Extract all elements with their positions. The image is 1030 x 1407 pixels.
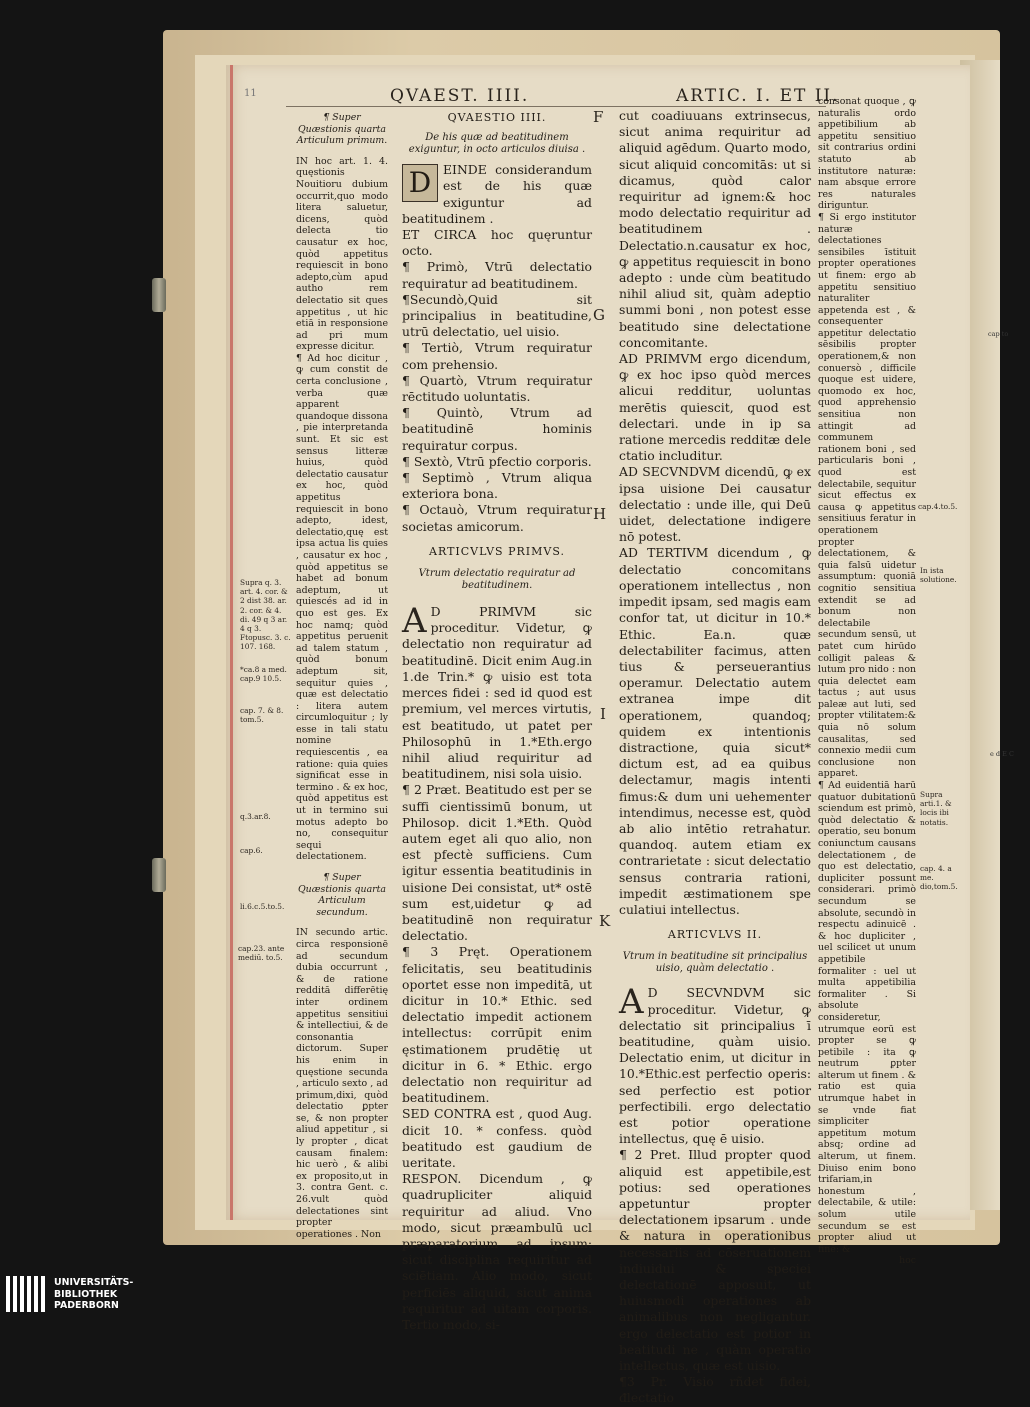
article-paragraph: ¶ 2 Pret. Illud propter quod aliquid est appetibile,est potius: sed operationes appetuntur propter delectationem ipsarum . unde & natura in operationibus necessariis ad cōseruationem indiuidui & speciei delectationē apposuit, ut huiusmodi operationes ab animalibus non negligantur. ergo delectatio est potior in beatitudi ne , quàm operatio intellectus, quæ est uisio. (619, 1147, 811, 1374)
question-item: ¶ Quintò, Vtrum ad beatitudinē hominis requiratur corpus. (402, 405, 592, 453)
commentary-paragraph: consonat quoque , ꝙ naturalis ordo appetibilium ab appetitu sensitiuo sit contrarius ordini statuto ab institutore naturæ: nam absque errore res naturales diriguntur. (818, 96, 916, 212)
side-note: cap.4.to.5. (918, 502, 958, 511)
clasp-icon (152, 278, 166, 312)
article-title: Vtrum in beatitudine sit principalius uisio, quàm delectatio . (622, 951, 808, 975)
article-paragraph: AD PRIMVM ergo dicendum, ꝙ ex hoc ipso quòd merces alicui redditur, uoluntas merētis quiescit, quod est delectari. unde in ip sa ratione mercedis redditæ dele ctatio includitur. (619, 351, 811, 464)
margin-letter: H (593, 505, 607, 523)
article-title: Vtrum delectatio requiratur ad beatitudinem. (418, 568, 576, 592)
quaestio-title: QVAESTIO IIII. (447, 111, 547, 124)
article-heading: ARTICVLVS II. (667, 928, 763, 942)
question-item: ¶ Primò, Vtrū delectatio requiratur ad beatitudinem. (402, 259, 592, 291)
article-paragraph: D SECVNDVM sic proceditur. Videtur, ꝙ delectatio sit principalius ī beatitudine, quàm uisio. Delectatio enim, ut dicitur in 10.*Ethic.est perfectio operis: sed perfectio est potior perfectibili. ergo delectatio est potior operatione intellectus, quę ē uisio. (619, 985, 811, 1147)
margin-letter: F (593, 108, 604, 126)
page-red-edge (230, 65, 233, 1220)
drop-initial: A (619, 982, 644, 1023)
article-paragraph: ¶ 3 Pręt. Operationem felicitatis, seu beatitudinis oportet esse non impeditā, ut dicitur in 10.* Ethic. sed delectatio impedit actionem intellectus: corrūpit enim ęstimationem prudētię ut dicitur in 6. * Ethic. ergo delectatio non requiritur ad beatitudinem. (402, 944, 592, 1106)
article-paragraph: AD SECVNDVM dicendū, ꝙ ex ipsa uisione Dei causatur delectatio : unde ille, qui Deū uidet, delectatione indigere nō potest. (619, 464, 811, 545)
side-note: cap.6. (240, 846, 263, 855)
commentary-heading: ¶ Super Quæstionis quarta Articulum primum. (296, 112, 388, 147)
question-item: ¶Secundò,Quid sit principalius in beatitudine, utrū delectatio, uel uisio. (402, 291, 592, 340)
commentary-paragraph: ¶ Si ergo institutor naturæ delectationes sensibiles īstituit propter operationes ut finem: ergo ab appetitu sensitiuo naturaliter appetenda est , & consequenter appetitur delectatio sēsibilis propter operationem,& non conuersò , difficile quoque est uidere, quomodo ex hoc, quod apprehensio sensitiua non attingit ad communem rationem boni , sed particularis boni , quod est delectabile, sequitur sicut effectus ex causa ꝙ appetitus sensitiuus feratur in operationem propter delectationem, & quia falsū uidetur assumptum: quoniā cognitio sensitiua extendit se ad bonum non delectabile secundum sensū, ut patet cum hirūdo colligit paleas & lutum pro nido : non quia delectet eam tactus ; aut usus paleæ aut luti, sed propter vtilitatem:& quia nō solum causalitas, sed connexio medii cum conclusione non apparet. (818, 211, 916, 780)
circa-line: ET CIRCA hoc quęruntur octo. (402, 227, 592, 259)
side-note: li.6.c.5.to.5. (240, 902, 285, 911)
side-note: Supra arti.1. & locis ibi notatis. (920, 790, 952, 827)
catchword: hoc (899, 1255, 916, 1267)
sed-contra-paragraph: SED CONTRA est , quod Aug. dicit 10. * confess. quòd beatitudo est gaudium de ueritate. (402, 1106, 592, 1170)
side-note: In ista solutione. (920, 566, 957, 585)
drop-initial: A (402, 601, 427, 642)
margin-letter: I (600, 705, 606, 723)
commentary-paragraph: IN hoc art. 1. 4. quęstionis Nouitioru dubium occurrit,quo modo litera saluetur, dicens, quòd delecta tio causatur ex hoc, quòd appetitus requiescit in bono adepto,cùm apud autho rem delectatio sit ques appetitus , ut hic etiā in responsione ad pri mum expresse dicitur. (296, 155, 388, 353)
commentary-column-right (818, 96, 916, 1267)
logo-line: UNIVERSITÄTS- (54, 1277, 134, 1288)
article-paragraph: ¶3 Pr. Visio rñdet fidei, đlectatio (619, 1374, 811, 1406)
article-paragraph: ¶ 2 Præt. Beatitudo est per se suffi cientissimū bonum, ut Philosop. dicit 1.*Eth. Quòd autem eget ali quo alio, non est pfectè sufficiens. Cum igitur essentia beatitudinis in uisione Dei consistat, ut* ostē sum est,uidetur ꝙ ad beatitudinē non requiratur delectatio. (402, 782, 592, 944)
side-note: Supra q. 3. art. 4. cor. & 2 dist 38. ar. 2. cor. & 4. di. 49 q 3 ar. 4 q 3. Ftopusc. 3. c. 107. 168. (240, 578, 291, 652)
side-note: *ca.8 a med. cap.9 10.5. (240, 665, 287, 684)
running-head-right: ARTIC. I. ET II. (676, 86, 840, 106)
question-item: ¶ Septimò , Vtrum aliqua exteriora bona. (402, 470, 592, 502)
side-note: q.3.ar.8. (240, 812, 271, 821)
commentary-paragraph: ¶ Ad hoc dicitur , ꝙ cum constit de certa conclusione , verba quæ apparent quandoque dissona , pie interpretanda sunt. Et sic est sensus litteræ huius, quòd delectatio causatur ex hoc, quòd appetitus requiescit in bono adepto, idest, delectatio,quę est ipsa actua lis quies , causatur ex hoc , quòd appetitus se habet ad bonum adeptum, ut quiescés ad id in quo est ges. Ex hoc namq; quòd appetitus peruenit ad talem statum , quòd bonum adeptum sit, sequitur quies , quæ est delectatio : litera autem circumloquitur ; ly esse in tali statu nomine requiescentis , ea ratione: quia quies significat esse in termino . & ex hoc, quòd appetitus est ut in termino sui motus adepto bo no, consequitur sequi delectationem. (296, 352, 388, 863)
side-note: cap.23. ante mediū. to.5. (238, 944, 285, 963)
folio-number: 11 (244, 88, 257, 99)
library-logo-icon (6, 1276, 48, 1312)
head-rule (286, 106, 826, 107)
facing-page-note: e d E C (990, 750, 1014, 758)
intro-text: EINDE considerandum est de his quæ exiguntur ad beatitudinem . (402, 162, 592, 226)
logo-line: BIBLIOTHEK (54, 1288, 118, 1300)
question-item: ¶ Quartò, Vtrum requiratur rēctitudo uoluntatis. (402, 372, 592, 405)
commentary-column-left (296, 112, 388, 1240)
article-paragraph: cut coadiuuans extrinsecus, sicut anima requiritur ad aliquid agēdum. Quarto modo, sicut aliquid concomitās: ut si dicamus, quòd calor requiritur ad ignem:& hoc modo delectatio requiritur ad beatitudinem . Delectatio.n.causatur ex hoc, ꝙ appetitus requiescit in bono adepto : unde cùm beatitudo nihil aliud sit, quàm adeptio summi boni , non potest esse beatitudo sine delectatione concomitante. (619, 108, 811, 350)
respondeo-paragraph: RESPON. Dicendum , ꝙ quadrupliciter aliquid requiritur ad aliud. Vno modo, sicut præambulū ucl præparatorium ad ipsum: sicut disciplina requiritur ad sciētiam. Alio modo, sicut perficiēs aliquid, sicut anima requiritur ad uitam corporis. Tertio modo, si- (402, 1171, 592, 1333)
running-head-left: QVAEST. IIII. (390, 86, 530, 106)
library-logo (6, 1276, 136, 1312)
question-item: ¶ Tertiò, Vtrum requiratur com prehensio. (402, 340, 592, 372)
text-column-main (619, 108, 811, 1407)
quaestio-subtitle: De his quæ ad beatitudinem exiguntur, in octo articulos diuisa . (408, 132, 586, 156)
question-item: ¶ Sextò, Vtrū pfectio corporis. (402, 453, 592, 469)
article-paragraph: D PRIMVM sic proceditur. Videtur, ꝙ delectatio non requiratur ad beatitudinē. Dicit enim Aug.in 1.de Trin.* ꝙ uisio est tota merces fidei : sed id quod est premium, vel merces virtutis, est beatitudo, ut patet per Philosophū in 1.*Eth.ergo nihil aliud requiritur ad beatitudinem, nisi sola uisio. (402, 604, 592, 782)
question-item: ¶ Octauò, Vtrum requiratur societas amicorum. (402, 502, 592, 534)
decorated-initial: D (402, 164, 438, 202)
side-note: cap. 7. & 8. tom.5. (240, 706, 284, 725)
clasp-icon (152, 858, 166, 892)
margin-letter: K (599, 912, 611, 930)
commentary-paragraph: ¶ Ad euidentiā harū quatuor dubitationū sciendum est primò, quòd delectatio & operatio, seu bonum coniunctum causans delectationem , de quo est delectatio, dupliciter possunt considerari. primò secundum se absolute, secundò in respectu adinuicē . & hoc dupliciter , uel scilicet ut unum appetibile formaliter : uel ut multa appetibilia formaliter . Si absolute consideretur, utrumque eorū est propter se ꝙ petibile : ita ꝙ neutrum ꝑpter alterum ut finem . & ratio est quia utrumque habet in se vnde fiat simpliciter appetitum motum absq; ordine ad alterum, ut finem. Diuiso enim bono trifariam,in honestum , delectabile, & utile: solum utile secundum se est propter aliud ut finē: & (818, 780, 916, 1255)
text-column-center (402, 110, 592, 1333)
logo-line: PADERBORN (54, 1300, 119, 1311)
article-paragraph: AD TERTIVM dicendum , ꝙ delectatio concomitans operationem intellectus , non impedit ipsam, sed magis eam confor tat, ut dicitur in 10.* Ethic. Ea.n. quæ delectabiliter facimus, atten tius & perseuerantius operamur. Delectatio autem extranea impe dit operationem, quandoq; quidem ex intentionis distractione, quia sicut* dictum est, ad ea quibus delectamur, magis intenti fimus:& dum uni uehementer intendimus, necesse est, quòd ab alio intētio retrahatur. quandoq. autem etiam ex contrarietate : sicut delectatio sensus contraria rationi, impedit æstimationem spe culatiui intellectus. (619, 545, 811, 917)
side-note: cap. 4. a me. dio,tom.5. (920, 864, 958, 892)
facing-page-note: cap to (988, 330, 1009, 338)
margin-letter: G (593, 306, 605, 324)
commentary-heading: ¶ Super Quæstionis quarta Articulum secundum. (297, 872, 387, 918)
commentary-paragraph: IN secundo artic. circa responsionē ad secundum dubia occurrunt , & de ratione redditā differētię inter ordinem appetitus sensitiui & intellectiui, & de consonantia dictorum. Super his enim in quęstione secunda , articulo sexto , ad primum,dixi, quòd delectatio ꝑpter se, & non propter aliud appetitur , si ly propter , dicat causam finalem: hic uerò , & alibi ex proposito,ut in 3. contra Gent. c. 26.vult quòd delectationes sint propter operationes . Non (296, 927, 388, 1240)
article-heading: ARTICVLVS PRIMVS. (429, 544, 565, 558)
